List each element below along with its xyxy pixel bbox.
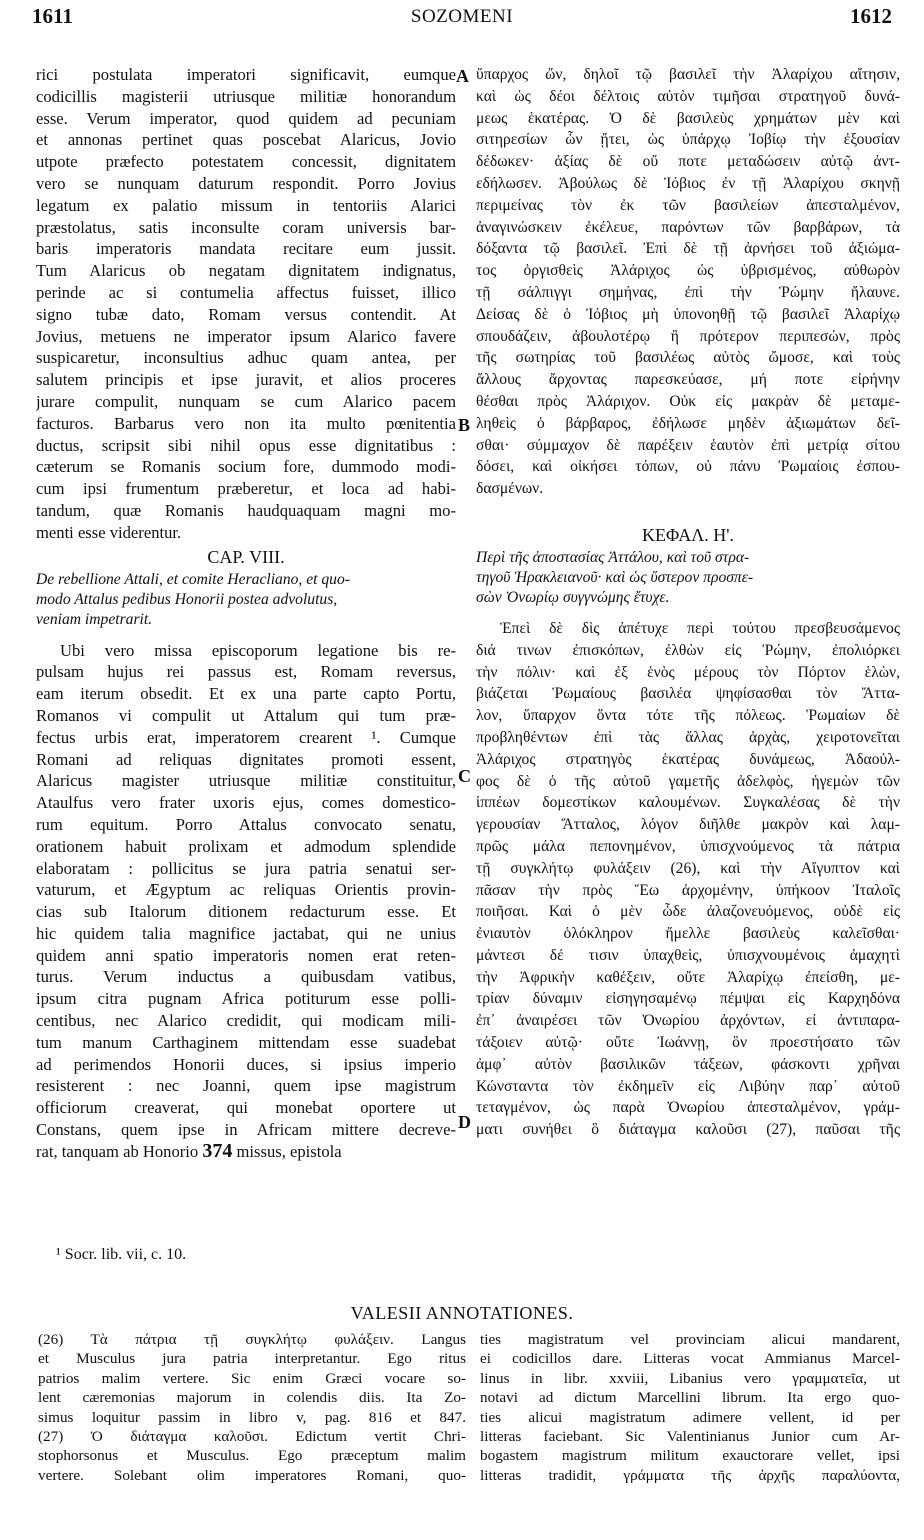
text-line: καὶ ὡς δέοι δέλτοις αὐτὸν τιμῆσαι στρατηγοῦ δυνά-	[476, 87, 900, 105]
text-line: τῇ συγκλήτῳ φυλάξειν (26), καὶ τὴν Αἴγυπτον καὶ	[476, 859, 900, 877]
text-line: patrios malim vertere. Sic enim Græci vocare so-	[38, 1369, 466, 1387]
text-line: simus loquitur passim in libro v, pag. 816 et 847.	[38, 1408, 466, 1426]
subtitle-line: τηγοῦ Ἡρακλειανοῦ· καὶ ὡς ὕστερον προσπε-	[476, 568, 754, 586]
text-line: utpote præfecto potestatem concessit, dignitatem	[36, 152, 456, 172]
latin-paragraph-1	[36, 64, 456, 544]
subtitle-line: Περὶ τῆς ἀποστασίας Ἀττάλου, καὶ τοῦ στρα-	[476, 548, 750, 566]
text-line: ductus, scripsit sibi nihil opus esse dignitatibus :	[36, 435, 456, 455]
text-line: vaturum, et Ægyptum ac reliquas Orientis provin-	[36, 880, 456, 900]
annotations-right-column	[480, 1330, 900, 1485]
text-line: τῇ σάλπιγγι σημήνας, ἐπὶ τὴν Ῥώμην ἤλαυνε.	[476, 283, 900, 301]
text-line: δόξαντα τῷ βασιλεῖ. Ἐπὶ δὲ τῇ ἀρνήσει τοῦ ἀξιώμα-	[476, 240, 900, 258]
latin-chapter-heading: CAP. VIII.	[207, 546, 285, 567]
subtitle-line: De rebellione Attali, et comite Heracliano, et quo-	[36, 570, 350, 588]
text-line: esse. Verum imperator, quod quidem ad pecuniam	[36, 108, 456, 128]
text-line: (27) Ὁ διάταγμα καλοῦσι. Edictum vertit Chri-	[38, 1427, 466, 1445]
greek-chapter-subtitle	[476, 548, 900, 608]
text-line: Ataulfus vero frater uxoris ejus, comes domestico-	[36, 793, 456, 813]
text-line: θέσθαι πρὸς Ἀλάριχον. Οὐκ εἰς μακρὰν δὲ μεταμε-	[476, 392, 900, 410]
text-line: Alaricus magister utriusque militiæ constituitur,	[36, 771, 456, 791]
text-line: Δείσας δὲ ὁ Ἰόβιος μὴ ὑπονοηθῇ τῷ βασιλεῖ Ἀλαρίχῳ	[476, 305, 900, 323]
text-line: eam iterum obsedit. Et ex una parte capto Portu,	[36, 684, 456, 704]
text-line: lent cæremonias majorum in colendis diis. Ita Zo-	[38, 1389, 466, 1407]
text-line: turus. Verum inductus a quibusdam vatibus,	[36, 967, 456, 987]
subtitle-line: σὼν Ὀνωρίῳ συγγνώμης ἔτυχε.	[476, 588, 670, 606]
text-line: litteras faciebant. Sic Valentinianus Junior cum Ar-	[480, 1427, 900, 1445]
text-line: signo tubæ dato, Romam versus contendit. At	[36, 304, 456, 324]
text-line: τρίαν δύναμιν εἰσηγησαμένῳ πέμψαι εἰς Καρχηδόνα	[476, 990, 900, 1008]
text-line: legatum ex palatio missum in tentoriis Alarici	[36, 195, 456, 215]
text-line: vertere. Solebant olim imperatores Romani, quo-	[38, 1466, 466, 1484]
text-line: bogastem magistrum militum exauctorare vellet, ipsi	[480, 1447, 900, 1465]
text-line: ληθεὶς ὁ βάρβαρος, ἐδήλωσε μηδὲν ἀξιωμάτων δεῖ-	[476, 414, 900, 432]
text-line: Jovius, metuens ne imperator ipsum Alarico favere	[36, 326, 456, 346]
text-line: et Musculus jura patria interpretantur. Ego ritus	[38, 1350, 466, 1368]
text-line: περιμείνας τὸν ἐκ τῶν βασιλείων ἀπεσταλμένον,	[476, 196, 900, 214]
footnote: ¹ Socr. lib. vii, c. 10.	[56, 1246, 187, 1263]
text-line: ἄλλους ἄρχοντας παρεσκεύασε, μή ποτε εἰρήνην	[476, 371, 900, 389]
margin-letter-d: D	[458, 1112, 471, 1132]
text-line: προβληθέντων ἐπὶ τὰς ἄλλας ἀρχὰς, χειροτονεῖται	[476, 728, 900, 746]
text-line: πᾶσαν τὴν πρὸς Ἕω ἀρχομένην, ὑπήκοον Ἰταλοῖς	[476, 881, 900, 899]
text-line: σιτηρεσίων ὧν ᾔτει, ὡς ὑπάρχῳ Ἰοβίῳ τὴν ἐξουσίαν	[476, 131, 900, 149]
annotations-left-column	[38, 1330, 466, 1485]
subtitle-line: modo Attalus pedibus Honorii postea advolutus,	[36, 590, 338, 608]
text-line: σπουδάζειν, ἀβουλοτέρῳ ἢ πρότερον περιπεσών, πρὸς	[476, 327, 900, 345]
text-line: τάξοιεν αὐτῷ· οὔτε Ἰωάννῃ, ὃν προεστήσατο τῶν	[476, 1034, 900, 1052]
text-line: perinde ac si contumelia affectus fuisset, illico	[36, 282, 456, 302]
text-line: facturos. Barbarus vero non ita multo pœnitentia	[36, 413, 456, 433]
text-line: βιάζεται Ῥωμαίους βασιλέα ψηφίσασθαι τὸν Ἄττα-	[476, 685, 900, 703]
text-line: ties magistratum vel provinciam alicui mandarent,	[480, 1331, 900, 1348]
text-line: Constans, quem ipse in Africam mittere decreve-	[36, 1120, 456, 1140]
text-line: τὴν Ἀφρικὴν καθέξειν, οὔτε Ἀλαρίχῳ ἐπείσθη, με-	[476, 968, 900, 986]
text-line: ἱππέων δομεστίκων καλουμένων. Συγκαλέσας δὲ τὴν	[476, 794, 900, 812]
text-line: litteras tradidit, γράμματα τῆς ἀρχῆς παραλύοντα,	[480, 1466, 900, 1484]
text-line: codicillis magisterii utriusque militiæ honorandum	[36, 86, 456, 106]
page-header	[20, 4, 904, 34]
text-line: præstolatus, satis inconsulte coram universis bar-	[36, 217, 456, 237]
text-line: εδήλωσεν. Ἀβούλως δὲ Ἰόβιος ἐν τῇ Ἀλαρίχου σκηνῇ	[476, 174, 900, 192]
text-line: ties alicui magistratum adimere vellent, id per	[480, 1408, 900, 1426]
page-number-left: 1611	[32, 4, 73, 28]
greek-chapter-heading: ΚΕΦΑΛ. Η'.	[641, 524, 735, 545]
text-line: suspicaretur, inconsultius adhuc quam antea, per	[36, 348, 456, 368]
running-title: SOZOMENI	[410, 6, 514, 27]
text-line: resisterent : nec Joanni, quem ipse magistrum	[36, 1076, 456, 1096]
text-line: ἀμφ᾽ αὐτὸν βασιλικῶν τάξεων, φάσκοντι χρῆναι	[476, 1055, 900, 1073]
text-line: ἐνιαυτὸν ὁλόκληρον ἤμελλε βασιλεὺς καλεῖσθαι·	[476, 925, 900, 943]
subtitle-line: veniam impetrarit.	[36, 610, 153, 628]
text-line: tum manum Carthaginem mittendam esse suadebat	[36, 1032, 456, 1052]
text-line: hic quidem talia magnifice jactabat, qui ne unius	[36, 923, 456, 943]
margin-letter-a: A	[456, 66, 469, 86]
text-line: Ἀλάριχος στρατηγὸς ἑκατέρας δυνάμεως, Ἀδαοὐλ-	[476, 750, 900, 768]
text-line: ipsum citra pugnam Africa potiturum esse polli-	[36, 989, 456, 1009]
text-line: pulsam hujus rei passus est, Romam reversus,	[36, 662, 456, 682]
text-line: menti esse viderentur.	[36, 522, 182, 542]
text-line: rum equitum. Porro Attalus convocato senatu,	[36, 814, 456, 834]
margin-letter-c: C	[458, 766, 471, 786]
text-line: tandum, quæ Romanis haudquaquam magni mo-	[36, 500, 456, 520]
text-line: δασμένων.	[476, 480, 544, 498]
text-line: (26) Τὰ πάτρια τῇ συγκλήτῳ φυλάξειν. Langus	[38, 1331, 466, 1348]
latin-paragraph-2	[36, 640, 456, 1141]
greek-paragraph-2	[476, 618, 900, 1141]
text-line: τῆς σωτηρίας τοῦ βασιλέως αὐτὸς ὤμοσε, καὶ τοὺς	[476, 349, 900, 367]
text-line: notavi ad dictum Marcellini librum. Ita ergo quo-	[480, 1389, 900, 1407]
text-line: ματι συνήθει ὃ διάταγμα καλοῦσι (27), παῦσαι τῆς	[476, 1121, 900, 1139]
latin-last-line-text-b: missus, epistola	[236, 1141, 342, 1161]
text-line: cias sub Italorum ditionem redacturum esse. Et	[36, 902, 456, 922]
text-line: linus in libr. xxviii, Libanius vero γραμματεῖα, ut	[480, 1369, 900, 1387]
page-number-right: 1612	[850, 4, 892, 28]
text-line: baris imperatoris mandata recitare eum jussit.	[36, 239, 456, 259]
text-line: rici postulata imperatori significavit, eumque	[36, 65, 456, 84]
text-line: μάντεσι δέ τισιν ὑπαχθεὶς, ὑπισχνουμένοις ἀμαχητὶ	[476, 946, 900, 964]
text-line: jurare compulit, nunquam se cum Alarico pacem	[36, 391, 456, 411]
text-line: Romani ad reliquas dignitates promoti essent,	[36, 749, 456, 769]
edition-page-marker: 374	[202, 1140, 233, 1162]
greek-paragraph-1	[476, 64, 900, 500]
text-line: Ubi vero missa episcoporum legatione bis re-	[60, 640, 456, 660]
text-line: γερουσίαν Ἄτταλος, λόγον διῆλθε μακρὸν καὶ λαμ-	[476, 816, 900, 834]
text-line: τος ὀργισθεὶς Ἀλάριχος ὡς ὑβρισμένος, αὐθωρὸν	[476, 262, 900, 280]
latin-last-line	[36, 1141, 456, 1163]
text-line: τὴν πόλιν· καὶ ἐξ ἑνὸς μέρους τὸν Πόρτον ἑλὼν,	[476, 663, 900, 681]
text-line: σθαι· σύμμαχον δὲ παρέξειν ἑαυτὸν ἐπὶ μετρίᾳ σίτου	[476, 436, 900, 454]
text-line: ὕπαρχος ὤν, δηλοῖ τῷ βασιλεῖ τὴν Ἀλαρίχου αἴτησιν,	[476, 66, 900, 83]
text-line: quidem anni spatio imperatoris nomen erat reten-	[36, 945, 456, 965]
text-line: Ἐπεὶ δὲ δὶς ἀπέτυχε περὶ τούτου πρεσβευσάμενος	[500, 619, 900, 637]
text-line: διά τινων ἐπισκόπων, ἐλθὼν εἰς Ῥώμην, ἐπολιόρκει	[476, 641, 900, 659]
text-line: ad perimendos Honorii duces, si ipsius imperio	[36, 1054, 456, 1074]
annotations-title: VALESII ANNOTATIONES.	[350, 1303, 574, 1323]
text-line: elaboratam : pollicitus se jura patria senatui ser-	[36, 858, 456, 878]
text-line: Romanos vi compulit ut Attalum qui tum præ-	[36, 705, 456, 725]
text-line: τεταγμένον, ὡς παρὰ Ὀνωρίου ἀπεσταλμένον, γράμ-	[476, 1099, 900, 1117]
text-line: δόσει, καὶ οἰκήσει τόπων, οὐ πάνυ Ῥωμαίοις ἐσπου-	[476, 458, 900, 476]
text-line: λον, ὕπαρχον ὄντα τότε τῆς πόλεως. Ῥωμαίων δὲ	[476, 707, 900, 725]
text-line: φος δὲ ὁ τῆς αὐτοῦ γαμετῆς ἀδελφὸς, ἡγεμὼν τῶν	[476, 772, 900, 790]
margin-letter-b: B	[458, 415, 471, 435]
text-line: πρῶς μάλα πεπονημένον, ὑπισχνούμενος τὰ πάτρια	[476, 837, 900, 855]
text-line: cæterum se Romanis socium fore, dummodo modi-	[36, 457, 456, 477]
text-line: δέδωκεν· ἀξίας δὲ οὔ ποτε μεταδώσειν αὐτῷ ἀντ-	[476, 153, 900, 171]
latin-chapter-subtitle	[36, 570, 456, 630]
text-line: Κώνσταντα τὸν ἐκδημεῖν εἰς Λιβύην παρ᾽ αὐτοῦ	[476, 1077, 900, 1095]
text-line: ei codicillos dare. Litteras vocat Ammianus Marcel-	[480, 1350, 900, 1368]
latin-column	[36, 64, 456, 1163]
text-line: ποιῆσαι. Καὶ ὁ μὲν ὧδε ἀλαζονευόμενος, οὐδὲ εἰς	[476, 903, 900, 921]
latin-last-line-text-a: rat, tanquam ab Honorio	[36, 1141, 199, 1161]
text-line: ἀναγινώσκειν ἐκέλευε, παρόντων τῶν βαρβάρων, τὰ	[476, 218, 900, 236]
greek-column	[476, 64, 900, 1141]
text-line: fectus urbis erat, imperatorem crearent ¹. Cumque	[36, 727, 456, 747]
text-line: vero se nunquam daturum respondit. Porro Jovius	[36, 173, 456, 193]
text-line: cum ipsi frumentum præberetur, et loca ad habi-	[36, 479, 456, 499]
text-line: ἐπ᾽ ἀναιρέσει τῶν Ὀνωρίου ἀρχόντων, εἰ ἀντιπαρα-	[476, 1012, 900, 1030]
text-line: salutem principis et ipse juravit, et alios proceres	[36, 370, 456, 390]
text-line: orationem habuit prolixam et admodum splendide	[36, 836, 456, 856]
text-line: et annonas pertinet quas poscebat Alaricus, Jovio	[36, 130, 456, 150]
text-line: centibus, nec Alarico credidit, qui modicam mili-	[36, 1011, 456, 1031]
text-line: μεως ἑκατέρας. Ὁ δὲ βασιλεὺς χρημάτων μὲν καὶ	[476, 109, 900, 127]
text-line: officiorum creaverat, qui monebat oportere ut	[36, 1098, 456, 1118]
text-line: Tum Alaricus ob negatam dignitatem indignatus,	[36, 261, 456, 281]
text-line: stophorsonus et Musculus. Ego præceptum malim	[38, 1447, 466, 1465]
